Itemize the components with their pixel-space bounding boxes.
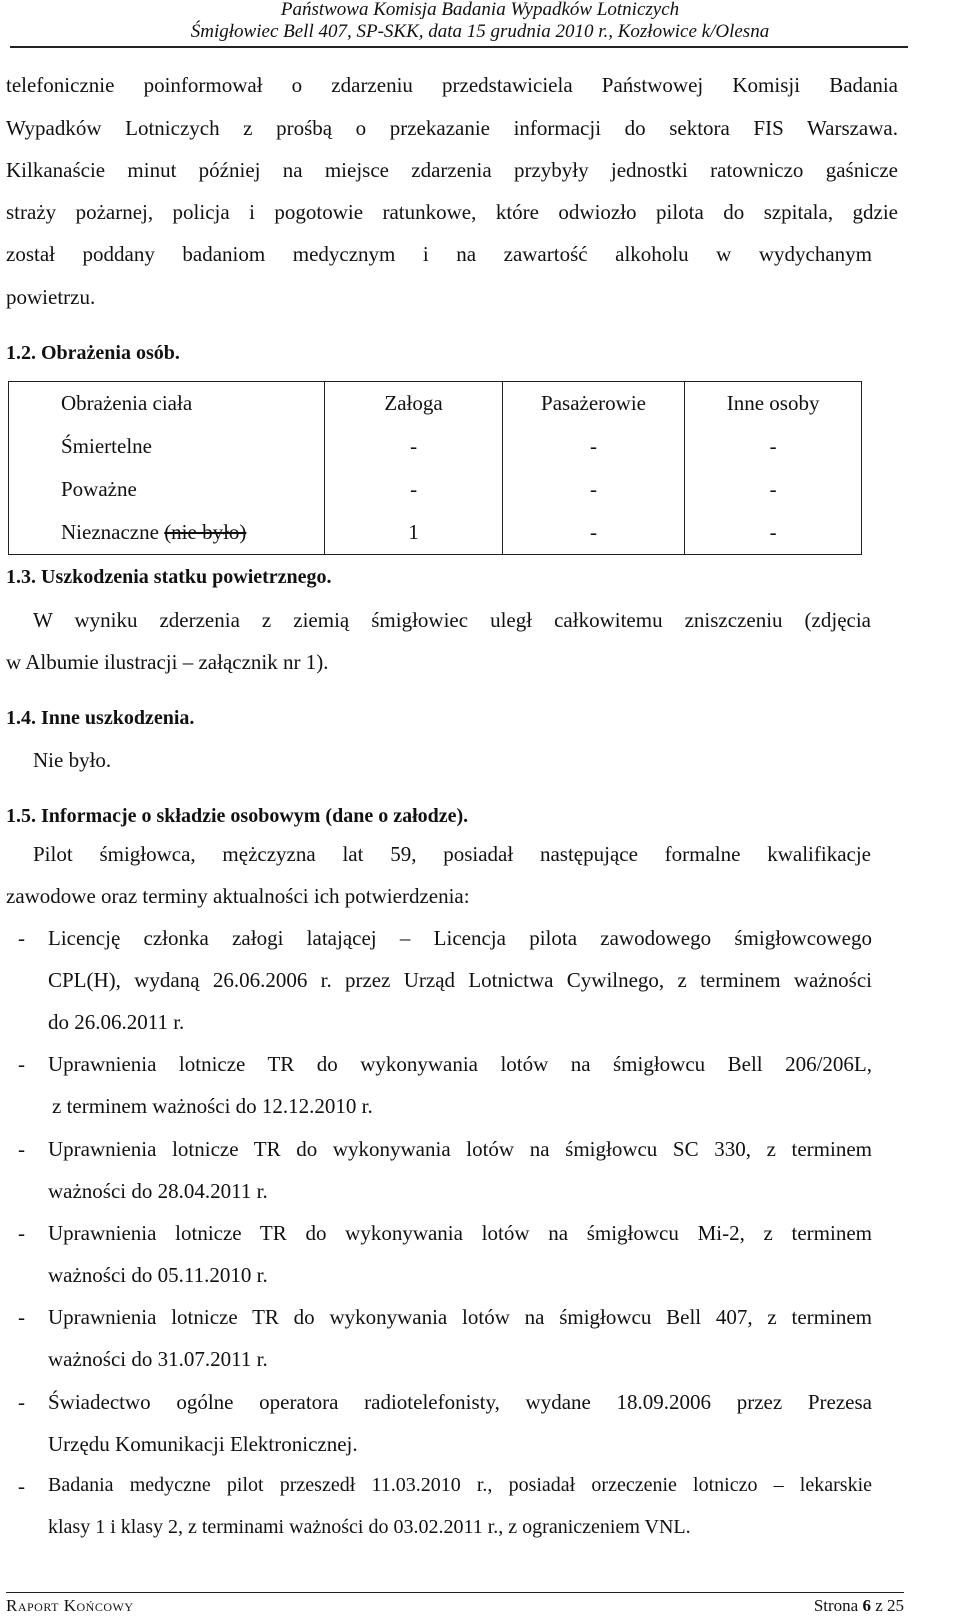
total-pages: 25: [887, 1596, 904, 1615]
list-item-line: z terminem ważności do 12.12.2010 r.: [52, 1094, 373, 1118]
table-row: [9, 468, 862, 511]
footer-rule: [6, 1592, 904, 1593]
table-cell: -: [685, 511, 862, 555]
table-cell: 1: [325, 511, 503, 555]
list-bullet: -: [18, 926, 25, 950]
list-item-line: ważności do 05.11.2010 r.: [48, 1263, 268, 1287]
column-header: Inne osoby: [685, 382, 862, 426]
list-item-line: Uprawnienia lotnicze TR do wykonywania lotów na śmigłowcu Bell 206/206L,: [48, 1052, 872, 1076]
column-header: Pasażerowie: [502, 382, 684, 426]
header-rule: [10, 46, 908, 48]
table-row: [9, 425, 862, 468]
header-line-2: Śmigłowiec Bell 407, SP-SKK, data 15 grudnia 2010 r., Kozłowice k/Olesna: [190, 21, 770, 42]
intro-line: Kilkanaście minut później na miejsce zdarzenia przybyły jednostki ratowniczo gaśnicze: [6, 158, 898, 182]
section-heading-1-4: 1.4. Inne uszkodzenia.: [6, 707, 195, 729]
row-label: Śmiertelne: [9, 425, 325, 468]
row-label: [9, 511, 325, 555]
paragraph-line: W wyniku zderzenia z ziemią śmigłowiec uległ całkowitemu zniszczeniu (zdjęcia: [33, 608, 871, 632]
paragraph-line: w Albumie ilustracji – załącznik nr 1).: [6, 650, 329, 674]
page-number: [814, 1595, 904, 1617]
section-heading-1-5: 1.5. Informacje o składzie osobowym (dane o załodze).: [6, 805, 469, 827]
table-cell: -: [325, 468, 503, 511]
section-heading-1-3: 1.3. Uszkodzenia statku powietrznego.: [6, 566, 332, 588]
injuries-table: [8, 381, 862, 555]
table-cell: -: [502, 468, 684, 511]
list-item-line: ważności do 28.04.2011 r.: [48, 1179, 268, 1203]
table-cell: -: [685, 468, 862, 511]
list-bullet: -: [18, 1137, 25, 1161]
intro-line: straży pożarnej, policja i pogotowie ratunkowe, które odwiozło pilota do szpitala, gdzie: [6, 200, 898, 224]
table-row: [9, 511, 862, 555]
paragraph-line: zawodowe oraz terminy aktualności ich potwierdzenia:: [6, 884, 470, 908]
row-label: Poważne: [9, 468, 325, 511]
intro-line: telefonicznie poinformował o zdarzeniu przedstawiciela Państwowej Komisji Badania: [6, 73, 898, 97]
list-item-line: Badania medyczne pilot przeszedł 11.03.2010 r., posiadał orzeczenie lotniczo – lekarskie: [48, 1474, 872, 1496]
section-heading-1-2: 1.2. Obrażenia osób.: [6, 342, 180, 364]
paragraph-line: Nie było.: [33, 748, 112, 772]
intro-line: został poddany badaniom medycznym i na zawartość alkoholu w wydychanym: [6, 242, 872, 266]
page-label: Strona: [813, 1596, 863, 1615]
column-header: Załoga: [325, 382, 503, 426]
table-cell: -: [685, 425, 862, 468]
table-header-row: [9, 382, 862, 426]
table-cell: -: [502, 511, 684, 555]
list-bullet: -: [18, 1305, 25, 1329]
paragraph-line: Pilot śmigłowca, mężczyzna lat 59, posiadał następujące formalne kwalifikacje: [33, 842, 871, 866]
struck-text: (nie było): [164, 520, 247, 544]
list-item-line: Świadectwo ogólne operatora radiotelefonisty, wydane 18.09.2006 przez Prezesa: [48, 1390, 872, 1414]
column-header: Obrażenia ciała: [9, 382, 325, 426]
list-bullet: -: [18, 1052, 25, 1076]
intro-line: powietrzu.: [6, 285, 96, 309]
page-separator: z: [870, 1596, 887, 1615]
list-bullet: -: [18, 1221, 25, 1245]
list-item-line: klasy 1 i klasy 2, z terminami ważności do 03.02.2011 r., z ograniczeniem VNL.: [48, 1516, 691, 1538]
list-bullet: -: [18, 1474, 25, 1498]
list-item-line: Uprawnienia lotnicze TR do wykonywania lotów na śmigłowcu SC 330, z terminem: [48, 1137, 872, 1161]
list-item-line: Urzędu Komunikacji Elektronicznej.: [48, 1432, 358, 1456]
intro-line: Wypadków Lotniczych z prośbą o przekazanie informacji do sektora FIS Warszawa.: [6, 116, 898, 140]
list-item-line: Licencję członka załogi latającej – Licencja pilota zawodowego śmigłowcowego: [48, 926, 872, 950]
row-label-text: Nieznaczne: [61, 520, 165, 544]
list-item-line: Uprawnienia lotnicze TR do wykonywania lotów na śmigłowcu Bell 407, z terminem: [48, 1305, 872, 1329]
table-cell: -: [502, 425, 684, 468]
list-item-line: do 26.06.2011 r.: [48, 1010, 185, 1034]
table-cell: -: [325, 425, 503, 468]
current-page: 6: [862, 1596, 871, 1615]
list-item-line: Uprawnienia lotnicze TR do wykonywania lotów na śmigłowcu Mi-2, z terminem: [48, 1221, 872, 1245]
list-item-line: ważności do 31.07.2011 r.: [48, 1347, 268, 1371]
list-item-line: CPL(H), wydaną 26.06.2006 r. przez Urząd Lotnictwa Cywilnego, z terminem ważności: [48, 968, 872, 992]
report-title: Raport Końcowy: [6, 1596, 134, 1615]
list-bullet: -: [18, 1390, 25, 1414]
header-line-1: Państwowa Komisja Badania Wypadków Lotniczych: [280, 0, 680, 20]
